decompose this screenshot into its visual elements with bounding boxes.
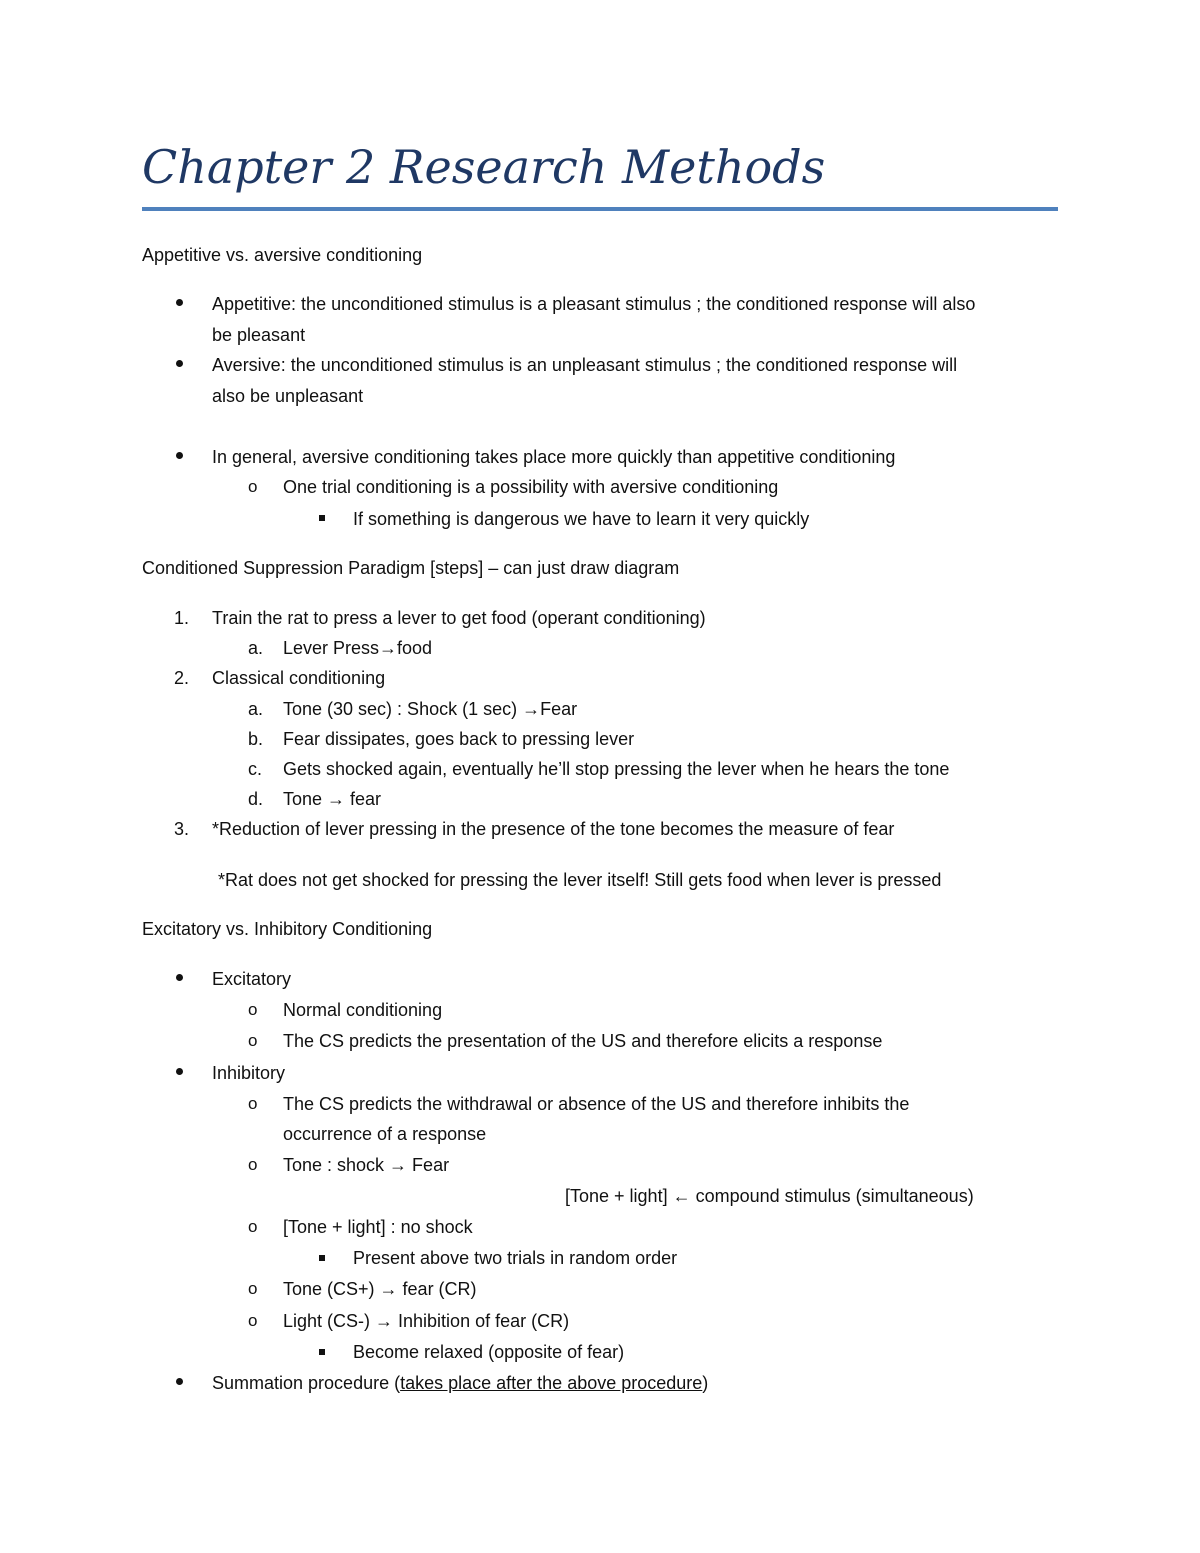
bullet-inhibitory: Inhibitory (212, 1063, 286, 1083)
step-1: Train the rat to press a lever to get food (operant conditioning) (212, 608, 706, 628)
bullet-aversive-line2: also be unpleasant (212, 386, 364, 406)
summation-close-paren: ) (702, 1373, 709, 1393)
note-rat-not-shocked: *Rat does not get shocked for pressing the lever itself! Still gets food when lever is pressed (218, 870, 942, 890)
sub-bullet-marker: o (248, 1155, 258, 1174)
bullet-appetitive-line1: Appetitive: the unconditioned stimulus is a pleasant stimulus ; the conditioned response will also (212, 294, 976, 314)
list-number: 3. (174, 819, 190, 839)
page-title: Chapter 2 Research Methods (142, 140, 826, 194)
sub-bullet-marker: o (248, 1031, 258, 1050)
section-heading-excitatory-inhibitory: Excitatory vs. Inhibitory Conditioning (142, 919, 433, 939)
bullet-general-aversive: In general, aversive conditioning takes place more quickly than appetitive conditioning (212, 447, 896, 467)
sub-bullet-marker: o (248, 1094, 258, 1113)
sub-bullet-one-trial: One trial conditioning is a possibility with aversive conditioning (283, 477, 779, 497)
step-2a: Tone (30 sec) : Shock (1 sec) →Fear (283, 699, 578, 719)
bullet-icon (176, 974, 183, 981)
bullet-appetitive-line2: be pleasant (212, 325, 306, 345)
bullet-icon (176, 1068, 183, 1075)
step-2b: Fear dissipates, goes back to pressing lever (283, 729, 635, 749)
sub-cs-predicts-withdrawal-line2: occurrence of a response (283, 1124, 487, 1144)
sub-tone-shock-fear: Tone : shock → Fear (283, 1155, 450, 1175)
bullet-icon (176, 1378, 183, 1385)
list-letter: b. (248, 729, 264, 749)
sub-tone-light-no-shock: [Tone + light] : no shock (283, 1217, 473, 1237)
sub-tone-cs-plus: Tone (CS+) → fear (CR) (283, 1279, 477, 1299)
section-heading-suppression-paradigm: Conditioned Suppression Paradigm [steps] – can just draw diagram (142, 558, 680, 578)
sub-bullet-marker: o (248, 1000, 258, 1019)
section-heading-appetitive-aversive: Appetitive vs. aversive conditioning (142, 245, 423, 265)
list-letter: a. (248, 638, 264, 658)
compound-stimulus-note: [Tone + light] ← compound stimulus (simultaneous) (565, 1186, 974, 1206)
summation-label: Summation procedure ( (212, 1373, 401, 1393)
sub-bullet-marker: o (248, 1311, 258, 1330)
square-bullet-icon (319, 1349, 325, 1355)
sub-cs-predicts-us: The CS predicts the presentation of the US and therefore elicits a response (283, 1031, 883, 1051)
step-3: *Reduction of lever pressing in the presence of the tone becomes the measure of fear (212, 819, 895, 839)
sub-cs-predicts-withdrawal-line1: The CS predicts the withdrawal or absence of the US and therefore inhibits the (283, 1094, 910, 1114)
step-2c: Gets shocked again, eventually he’ll stop pressing the lever when he hears the tone (283, 759, 950, 779)
bullet-excitatory: Excitatory (212, 969, 292, 989)
sub-bullet-marker: o (248, 477, 258, 496)
title-underline-rule (142, 207, 1058, 211)
list-number: 1. (174, 608, 190, 628)
bullet-icon (176, 360, 183, 367)
subsub-random-order: Present above two trials in random order (353, 1248, 678, 1268)
bullet-aversive-line1: Aversive: the unconditioned stimulus is an unpleasant stimulus ; the conditioned response will (212, 355, 958, 375)
sub-light-cs-minus: Light (CS-) → Inhibition of fear (CR) (283, 1311, 570, 1331)
step-2d: Tone → fear (283, 789, 382, 809)
bullet-summation-procedure (212, 1372, 708, 1394)
square-bullet-icon (319, 515, 325, 521)
subsub-become-relaxed: Become relaxed (opposite of fear) (353, 1342, 625, 1362)
bullet-icon (176, 299, 183, 306)
list-letter: d. (248, 789, 264, 809)
sub-normal-conditioning: Normal conditioning (283, 1000, 443, 1020)
square-bullet-icon (319, 1255, 325, 1261)
list-letter: c. (248, 759, 263, 779)
summation-underlined-note: takes place after the above procedure (400, 1373, 703, 1393)
step-1a: Lever Press→food (283, 638, 433, 658)
bullet-icon (176, 452, 183, 459)
list-letter: a. (248, 699, 264, 719)
sub-bullet-marker: o (248, 1279, 258, 1298)
step-2: Classical conditioning (212, 668, 386, 688)
list-number: 2. (174, 668, 190, 688)
subsub-bullet-dangerous: If something is dangerous we have to learn it very quickly (353, 509, 810, 529)
sub-bullet-marker: o (248, 1217, 258, 1236)
